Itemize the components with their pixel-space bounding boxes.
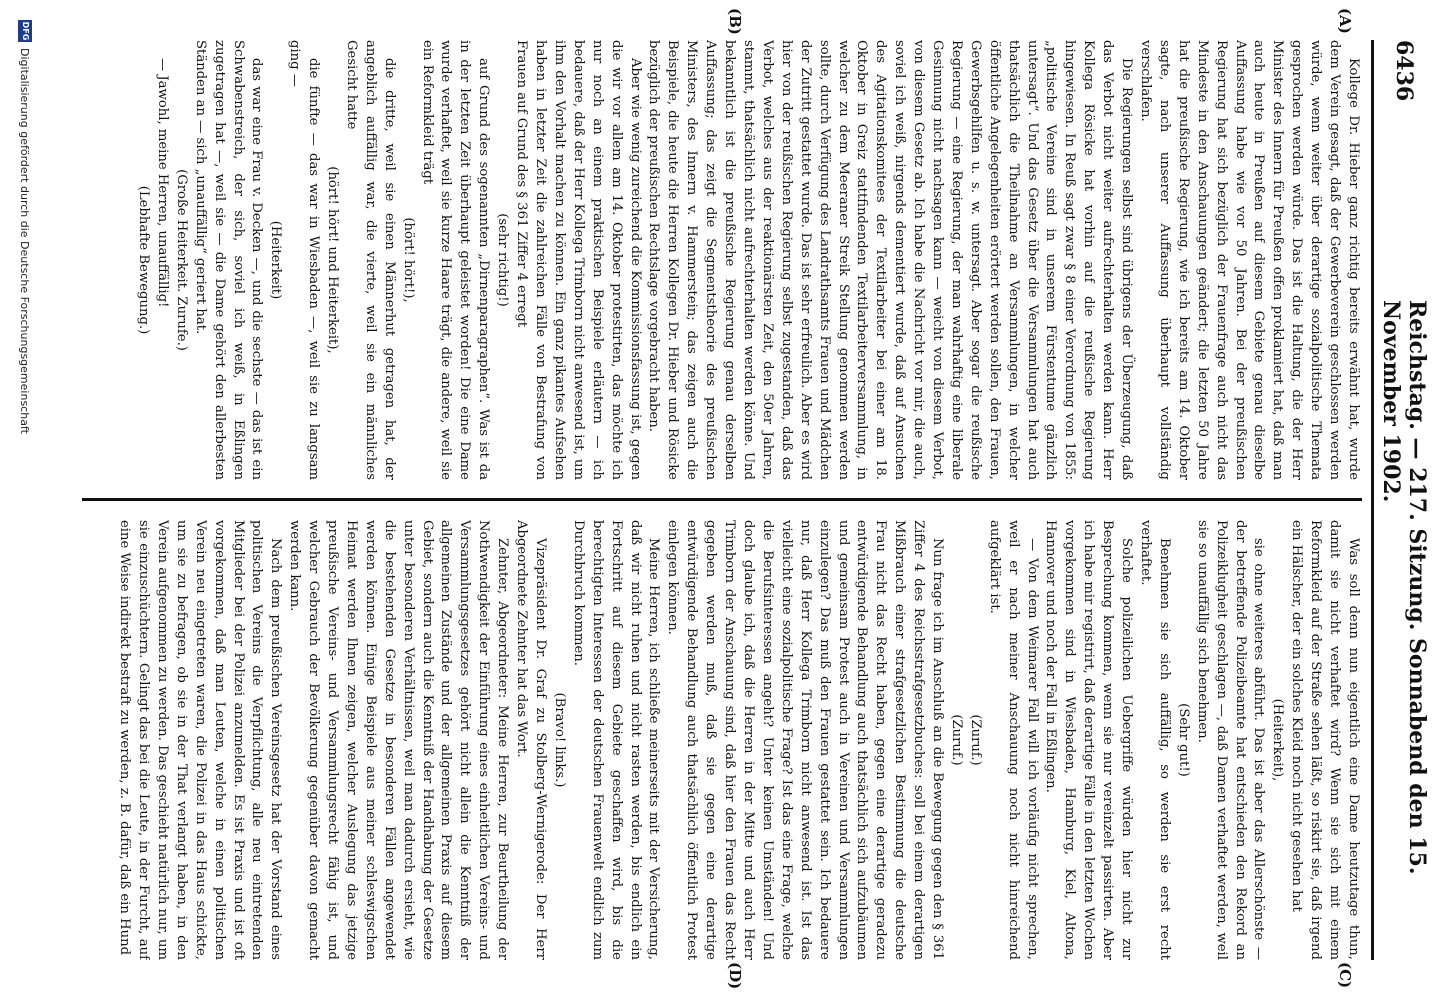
right-column (82, 520, 1362, 960)
paragraph: (Heiterkeit), (1270, 698, 1286, 782)
paragraph: (hört! hört!), (400, 217, 416, 303)
paragraph: (Große Heiterkeit. Zurufe.) (173, 169, 189, 351)
paragraph: Meine Herren, ich schließe meinerseits mit der Versicherung, daß wir nicht ruhen und nicht rasten werden, bis endlich ein Fortschritt auf diesem Gebiete geschaffen wird, bis die berechtigten Interessen der deutschen Frauenwelt endlich zum Durchbruch kommen. (570, 520, 662, 960)
page-number: 6436 (1391, 40, 1417, 102)
paragraph: (hört! hört! und Heiterkeit), (325, 166, 341, 354)
paragraph: auf Grund des sogenannten „Dirnenparagraphen“. Was ist da in der letzten Zeit überhaupt geleistet worden! Die eine Dame wurde verhaftet, weil sie kurze Haare trägt, die andere, weil sie ein Reformkleid trägt (419, 40, 492, 480)
paragraph: Vizepräsident Dr. Graf zu Stolberg-Wernigerode: Der Herr Abgeordnete Zehnter hat das Wort. (514, 520, 549, 960)
paragraph: Solche polizeilichen Uebergriffe würden hier nicht zur Besprechung kommen, wenn sie nur vereinzelt passirten. Aber ich habe mir registrirt, daß derartige Fälle in den letzten Wochen vorgekommen sind in Wiesbaden, Hamburg, Kiel, Altona, Hannover und noch der Fall in Eßlingen. (1043, 520, 1135, 960)
footer (18, 20, 32, 980)
paragraph: Aber wie wenig zureichend die Kommissionsfassung ist, gegen die wir vor allem am 14. Oktober protestirten, das möchte ich nur noch an einem praktischen Beispiele erläutern — ich bedauere, daß der Herr Kollega Trimborn nicht anwesend ist, um ihm den Vorhalt machen zu können. Ein ganz pikantes Aufsehen haben in letzter Zeit die zahlreichen Fälle von Bestrafung von Frauen auf Grund des § 361 Ziffer 4 erregt (514, 40, 643, 480)
paragraph: Zehnter, Abgeordneter: Meine Herren, zur Beurtheilung der Nothwendigkeit der Einführung eines einheitlichen Vereins- und Versammlungsgesetzes gehört nicht allein die Kenntniß der allgemeinen Zustände und der allgemeinen Praxis auf diesem Gebiet, sondern auch die Kenntniß der Handhabung der Gesetze unter besonderen Verhältnissen, weil man dadurch ersieht, wie die bestehenden Gesetze in besonderen Fällen angewendet werden können. Einige Beispiele aus meiner schleswigschen Heimat werden Ihnen zeigen, welcher Auslegung das jetzige preußische Vereins- und Versammlungsrecht fähig ist, und welcher Gebrauch der Bevölkerung gegenüber davon gemacht werden kann. (287, 520, 511, 960)
paragraph: Kollege Dr. Hieber ganz richtig bereits erwähnt hat, wurde dem Verein gesagt, daß der Gewerbeverein geschlossen werden würde, wenn weiter über derartige sozialpolitische Themata gesprochen werden würde. Das ist die Haltung, die der Herr Minister des Innern für Preußen offen proklamiert hat, daß man auch heute in Preußen auf diesem Gebiete genau dieselbe Auffassung habe wie vor 50 Jahren. Bei der preußischen Regierung hat sich bezüglich der Frauenfrage auch nicht das Mindeste in den Anschauungen geändert; die letzten 50 Jahre hat die preußische Regierung, wie ich bereits am 14. Oktober sagte, nach unserer Auffassung überhaupt vollständig verschlafen. (1138, 40, 1361, 480)
page-header (1374, 40, 1434, 960)
paragraph: (Sehr gut!) (1175, 703, 1191, 777)
paragraph: — Jawohl, meine Herren, unauffällig! (154, 58, 170, 308)
paragraph: — Von dem Weimarer Fall will ich vorläufig nicht sprechen, weil er nach meiner Anschauung noch nicht hinreichend aufgeklärt ist. (986, 520, 1040, 960)
paragraph: sie ohne weiteres abführt. Das ist aber das Allerschönste — der betreffende Polizeibeamte hat entschieden den Rekord an Polizeiklugheit geschlagen —, daß Damen verhaftet werden, weil sie so unauffällig sich benehmen. (1194, 520, 1267, 960)
paragraph: die fünfte — das war in Wiesbaden —, weil sie zu langsam ging — (287, 40, 322, 480)
paragraph: (Zuruf.) (948, 714, 964, 766)
paragraph: das war eine Frau v. Decken —, und die sechste — das ist ein Schwabenstreich, der sich, soviel ich weiß, in Eßlingen zugetragen hat —, weil sie — die Dame gehört den allerbesten Ständen an — sich „unauffällig“ geriert hat. (192, 40, 265, 480)
margin-label-a: (A) (1336, 8, 1354, 34)
margin-label-d: (D) (726, 962, 744, 990)
margin-label-c: (C) (1336, 962, 1354, 989)
paragraph: (Lebhafte Bewegung.) (136, 185, 151, 335)
margin-label-b: (B) (726, 8, 744, 35)
header-title: Reichstag. — 217. Sitzung. Sonnabend den 15. November 1902. (1378, 300, 1430, 875)
paragraph: Die Regierungen selbst sind übrigens der Überzeugung, daß das Verbot nicht weiter aufrechterhalten werden kann. Herr Kollega Rösicke hat vorhin auf die reußische Regierung hingewiesen. In Reuß sagt zwar § 8 einer Verordnung von 1855: „politische Vereine sind in unserem Fürstentume gänzlich untersagt“. Und das Gesetz über die Versammlungen hat auch thatsächlich die Theilnahme an Versammlungen, in welcher öffentliche Angelegenheiten erörtert werden sollen, den Frauen, Gewerbsgehilfen u. s. w. untersagt. Aber sogar die reußische Regierung — eine Regierung, der man wahrhaftig eine liberale Gesinnung nicht nachsagen kann — weicht von diesem Verbot, von diesem Gesetz ab. Ich habe die Nachricht vor mir, die auch, soviel ich weiß, nirgends dementiert wurde, daß auf Ansuchen des Agitationskomitees der Textilarbeiter bei einer am 18. Oktober in Greiz stattfindenden Textilarbeiterversammlung, in welcher zu dem Meeraner Streik Stellung genommen werden sollte, durch Verfügung des Landrathsamts Frauen und Mädchen der Zutritt gestattet wurde. Das ist sehr erfreulich. Aber es wird hier von der reußischen Regierung selbst zugestanden, daß das Verbot, welches aus der reaktionärsten Zeit, den 50er Jahren, stammt, thatsächlich nicht aufrechterhalten werden könne. Und bekanntlich ist die preußische Regierung genau derselben Auffassung; das zeigt die Segmentstheorie des preußischen Ministers, des Innern v. Hammerstein; das zeigen auch die Beispiele, die heute die Herren Kollegen Dr. Hieber und Rösicke bezüglich der preußischen Rechtslage vorgebracht haben. (646, 40, 1135, 480)
paragraph: (Heiterkeit) (268, 220, 284, 300)
paragraph: Nun frage ich im Anschluß an die Bewegung gegen den § 361 Ziffer 4 des Reichsstrafgesetzbuches: soll bei einem derartigen Mißbrauch einer strafgesetzlichen Bestimmung die deutsche Frau nicht das Recht haben, gegen eine derartige geradezu entwürdigende Behandlung auch thatsächlich sich aufzubäumen und gemeinsam Protest auch in Vereinen und Versammlungen einzulegen? Das muß den Frauen gestattet sein. Ich bedauere nur, daß Herr Kollega Trimborn nicht anwesend ist. Ist das vielleicht eine sozialpolitische Frage? Ist das eine Frage, welche die Berufsinteressen angeht? Unter keinen Umständen! Und doch glaube ich, daß die Herren in der Mitte und auch Herr Trimborn der Anschauung sind, daß hier den Frauen das Recht gegeben werden muß, daß sie gegen eine derartige entwürdigende Behandlung auch thatsächlich öffentlich Protest einlegen können. (665, 520, 946, 960)
column-rule (82, 498, 1362, 501)
paragraph: die dritte, weil sie einen Männerhut getragen hat, der angeblich auffällig war, die vierte, weil sie ein männliches Gesicht hatte (343, 40, 397, 480)
paragraph: Benehmen sie sich auffällig, so werden sie erst recht verhaftet. (1138, 520, 1172, 960)
dfg-logo-icon: DFG (18, 20, 32, 42)
header-rule (1371, 40, 1374, 960)
paragraph: Nach dem preußischen Vereinsgesetz hat der Vorstand eines politischen Vereins die Verpflichtung, alle neu eintretenden Mitglieder bei der Polizei anzumelden. Es ist Praxis und ist oft vorgekommen, daß man Leuten, welche in einen politischen Verein neu eingetreten waren, die Polizei in das Haus schickte, um sie zu befragen, ob sie in der That verlangt haben, in den Verein aufgenommen zu werden. Das geschieht natürlich nur, um sie einzuschüchtern. Gelingt das bei die Leute, in der Furcht, auf eine Weise indirekt bestraft zu werden, z. B. dafür, daß ein Hund (117, 520, 284, 960)
footer-credit: Digitalisierung gefördert durch die Deutsche Forschungsgemeinschaft (18, 48, 32, 434)
left-column (82, 40, 1362, 480)
paragraph: (Zuruf.) (967, 714, 983, 766)
paragraph: (Bravo! links.) (551, 692, 567, 788)
paragraph: Was soll denn nun eigentlich eine Dame heutzutage thun, damit sie nicht verhaftet wird? Wenn sie sich mit einem Reformkleid auf der Straße sehen läßt, so riskirt sie, daß irgend ein Hälscher, der ein solches Kleid noch nicht gesehen hat (1289, 520, 1361, 960)
paragraph: (sehr richtig!) (495, 213, 511, 307)
